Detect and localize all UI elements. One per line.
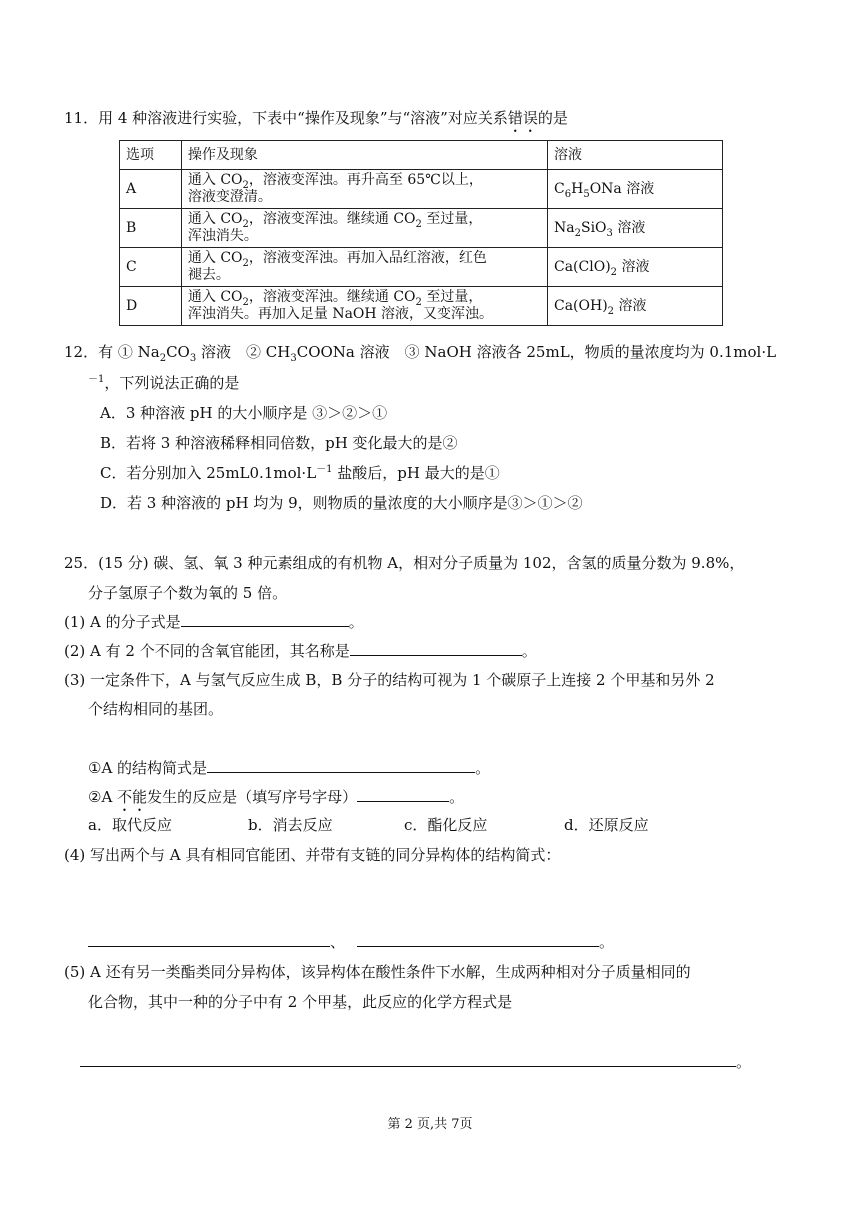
q12-option-b: B．若将 3 种溶液稀释相同倍数，pH 变化最大的是② xyxy=(100,434,458,452)
answer-blank[interactable] xyxy=(181,612,349,627)
header-option: 选项 xyxy=(120,141,182,170)
row-solution: $C_6H_5ONa$ 溶液 xyxy=(548,170,723,209)
q25-part3-item2: ②A 不能发生的反应是（填写序号字母） 。 xyxy=(88,788,465,806)
q25-option-b: b．消去反应 xyxy=(248,816,333,834)
header-operation: 操作及现象 xyxy=(181,141,547,170)
row-operation: 通入 $CO_2$，溶液变浑浊。继续通 $CO_2$ 至过量， 浑浊消失。 xyxy=(181,209,547,248)
q25-stem-line1: 25．(15 分) 碳、氢、氧 3 种元素组成的有机物 A，相对分子质量为 102，含氢的质量分数为 9.8%， xyxy=(64,554,745,572)
answer-blank[interactable] xyxy=(357,787,449,802)
row-option: B xyxy=(120,209,182,248)
answer-blank[interactable] xyxy=(80,1052,736,1067)
q11-table xyxy=(119,140,723,326)
q12-option-d: D．若 3 种溶液的 pH 均为 9，则物质的量浓度的大小顺序是③＞①＞② xyxy=(100,494,583,512)
row-operation: 通入 $CO_2$，溶液变浑浊。再升高至 65℃以上， 溶液变澄清。 xyxy=(181,170,547,209)
table-row xyxy=(120,209,723,248)
q25-option-c: c．酯化反应 xyxy=(404,816,488,834)
row-option: C xyxy=(120,248,182,287)
q25-part3-item1: ①A 的结构简式是 。 xyxy=(88,759,491,777)
emphasis-not: 不能 xyxy=(117,788,148,806)
q12-option-a: A．3 种溶液 pH 的大小顺序是 ③＞②＞① xyxy=(100,404,388,422)
answer-blank[interactable] xyxy=(207,758,475,773)
answer-blank[interactable] xyxy=(88,932,330,947)
q11-stem-text: 11．用 4 种溶液进行实验，下表中“操作及现象”与“溶液”对应关系 xyxy=(64,109,508,127)
q25-part5-line1: (5) A 还有另一类酯类同分异构体，该异构体在酸性条件下水解，生成两种相对分子质量相同的 xyxy=(64,963,691,981)
q25-part5-line2: 化合物，其中一种的分子中有 2 个甲基，此反应的化学方程式是 xyxy=(88,993,513,1011)
q25-option-a: a．取代反应 xyxy=(88,816,172,834)
q25-part4: (4) 写出两个与 A 具有相同官能团、并带有支链的同分异构体的结构简式： xyxy=(64,846,561,864)
q11-stem-emphasis: 错误 xyxy=(507,109,538,127)
row-option: D xyxy=(120,287,182,326)
q25-part4-answers: 、 。 xyxy=(88,932,614,952)
q11-stem xyxy=(64,108,568,136)
q25-part3-line2: 个结构相同的基团。 xyxy=(88,700,224,718)
table-row xyxy=(120,287,723,326)
row-operation: 通入 $CO_2$，溶液变浑浊。继续通 $CO_2$ 至过量， 浑浊消失。再加入足量 NaOH 溶液，又变浑浊。 xyxy=(181,287,547,326)
row-solution: $Ca(OH)_2$ 溶液 xyxy=(548,287,723,326)
q11-stem-end: 的是 xyxy=(537,109,568,127)
table-row xyxy=(120,170,723,209)
q12-option-c: C．若分别加入 $25mL0.1mol\cdot L^{-1}$ 盐酸后，pH 最大的是① xyxy=(100,464,500,482)
table-header-row xyxy=(120,141,723,170)
q25-part2: (2) A 有 2 个不同的含氧官能团，其名称是 。 xyxy=(64,642,537,660)
answer-blank[interactable] xyxy=(350,641,522,656)
row-solution: $Ca(ClO)_2$ 溶液 xyxy=(548,248,723,287)
page-number: 第 2 页,共 7页 xyxy=(387,1117,473,1132)
row-solution: $Na_2SiO_3$ 溶液 xyxy=(548,209,723,248)
row-option: A xyxy=(120,170,182,209)
header-solution: 溶液 xyxy=(548,141,723,170)
q12-stem: 12．有 ① $Na_2CO_3$ 溶液 ② $CH_3COONa$ 溶液 ③ NaOH 溶液各 25mL，物质的量浓度均为 0.1mol·L xyxy=(64,343,777,364)
q25-part3-line1: (3) 一定条件下，A 与氢气反应生成 B，B 分子的结构可视为 1 个碳原子上连接 2 个甲基和另外 2 xyxy=(64,671,715,689)
q25-option-d: d．还原反应 xyxy=(564,816,649,834)
q25-part1: (1) A 的分子式是 。 xyxy=(64,613,364,631)
table-row xyxy=(120,248,723,287)
q12-stem-continued: $^{-1}$，下列说法正确的是 xyxy=(88,374,240,392)
q25-part5-answer: 。 xyxy=(80,1052,751,1072)
row-operation: 通入 $CO_2$，溶液变浑浊。再加入品红溶液，红色 褪去。 xyxy=(181,248,547,287)
q25-stem-line2: 分子氢原子个数为氧的 5 倍。 xyxy=(88,584,288,602)
answer-blank[interactable] xyxy=(357,932,599,947)
